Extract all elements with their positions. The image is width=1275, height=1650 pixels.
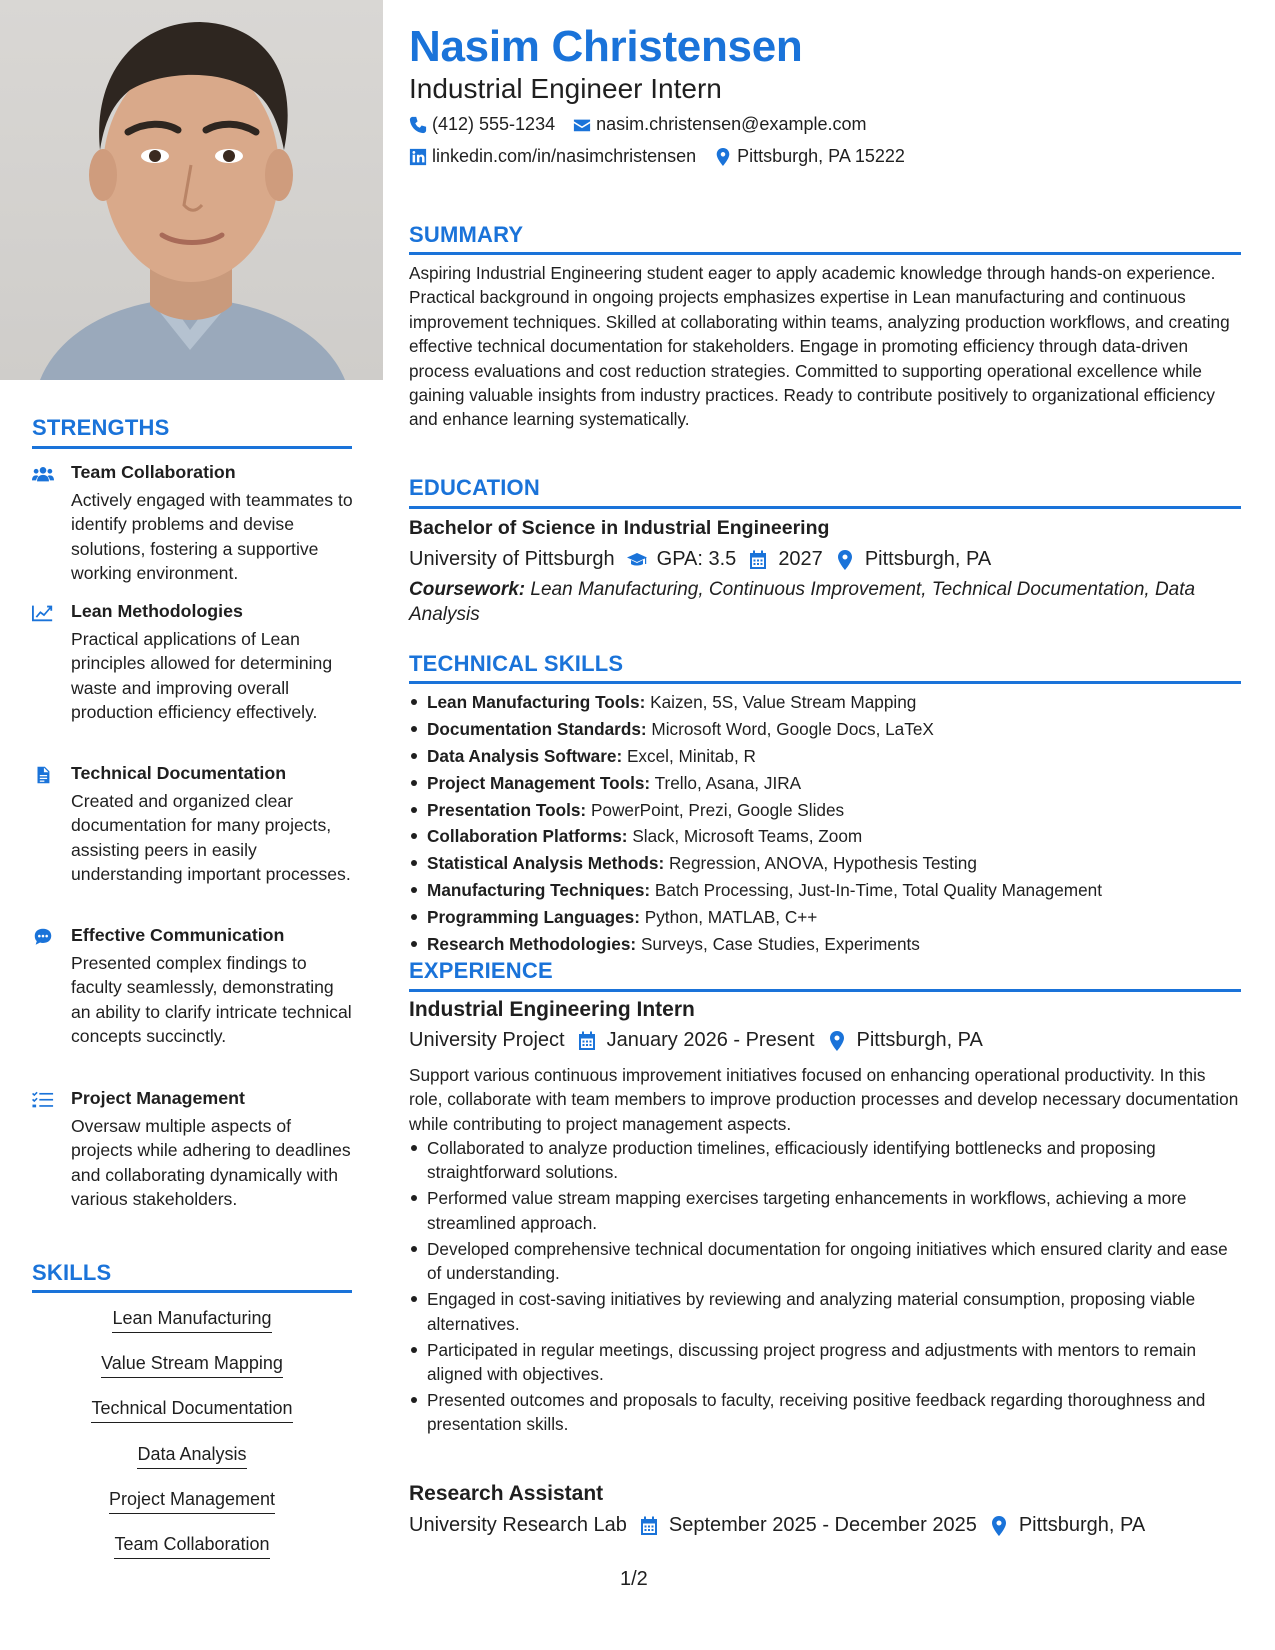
skill-values: Surveys, Case Studies, Experiments: [640, 934, 920, 955]
page-number: 1/2: [620, 1568, 648, 1590]
email-contact[interactable]: [573, 114, 866, 135]
technical-skills-divider: [409, 681, 1241, 684]
list-item: Developed comprehensive technical documentation for ongoing initiatives which ensured clarity and ease of understanding.: [409, 1237, 1241, 1286]
file-icon: [32, 766, 54, 784]
job-bullets: [409, 1136, 1241, 1438]
users-icon: [32, 465, 54, 483]
school-name: University of Pittsburgh: [409, 548, 615, 570]
skill-category: Documentation Standards:: [427, 718, 647, 739]
strength-description: Created and organized clear documentation for many projects, assisting peers in easily understanding important processes.: [71, 791, 351, 885]
location-value: Pittsburgh, PA: [864, 548, 992, 570]
contact-row-1: [409, 114, 884, 135]
organization: [409, 1029, 565, 1052]
linkedin-icon: [409, 148, 427, 166]
education-location: [835, 548, 991, 571]
list-item: Collaborated to analyze production timelines, efficaciously identifying bottlenecks and proposing straightforward solutions.: [409, 1136, 1241, 1185]
skill-values: Regression, ANOVA, Hypothesis Testing: [668, 853, 977, 874]
strength-description: Presented complex findings to faculty seamlessly, demonstrating an ability to clarify intricate technical concepts succinctly.: [71, 953, 352, 1047]
education-meta: [409, 548, 1003, 571]
skill-tag: [32, 1398, 352, 1423]
strengths-heading: STRENGTHS: [32, 415, 170, 440]
list-item: [409, 798, 1241, 825]
map-pin-icon: [714, 148, 732, 166]
skill-label: Value Stream Mapping: [101, 1353, 283, 1378]
graduation-cap-icon: [627, 550, 647, 570]
skills-heading: SKILLS: [32, 1260, 112, 1285]
skill-category: Research Methodologies:: [427, 934, 637, 955]
location-contact: [714, 146, 905, 167]
graduation-year: [748, 548, 823, 571]
strength-description: Oversaw multiple aspects of projects while adhering to deadlines and collaborating dynamically with various stakeholders.: [71, 1116, 351, 1210]
checklist-icon: [32, 1091, 54, 1109]
skill-category: Presentation Tools:: [427, 799, 587, 820]
linkedin-url: linkedin.com/in/nasimchristensen: [432, 146, 697, 166]
list-item: Performed value stream mapping exercises targeting enhancements in workflows, achieving a more streamlined approach.: [409, 1186, 1241, 1235]
job-description: Support various continuous improvement initiatives focused on enhancing operational productivity. In this role, collaborate with team members to improve production processes and develop necessary documentation while contributing to project management aspects.: [409, 1065, 1239, 1134]
skill-values: Excel, Minitab, R: [626, 745, 756, 766]
list-item: [409, 932, 1241, 959]
summary-text: Aspiring Industrial Engineering student eager to apply academic knowledge through hands-on experience. Practical background in ongoing projects emphasizes expertise in Lean manufacturing and continuous improvement techniques. Skilled at collaborating within teams, analyzing production workflows, and creating effective technical documentation for stakeholders. Engage in promoting efficiency through data-driven process evaluations and cost reduction strategies. Committed to supporting operational excellence while gaining valuable insights from industry practices. Ready to contribute positively to organizational efficiency and enhance learning systematically.: [409, 263, 1230, 430]
coursework-list: Lean Manufacturing, Continuous Improvement, Technical Documentation, Data Analysis: [409, 579, 1196, 625]
contact-row-2: [409, 146, 923, 167]
email-address: nasim.christensen@example.com: [596, 114, 867, 134]
skill-values: Microsoft Word, Google Docs, LaTeX: [651, 718, 934, 739]
job-title: Research Assistant: [409, 1482, 604, 1505]
skill-values: Trello, Asana, JIRA: [654, 772, 802, 793]
location-text: Pittsburgh, PA 15222: [737, 146, 905, 166]
map-pin-icon: [835, 550, 855, 570]
skill-tag: [32, 1353, 352, 1378]
strength-title: Effective Communication: [71, 925, 285, 945]
skill-category: Lean Manufacturing Tools:: [427, 692, 646, 712]
calendar-icon: [577, 1031, 597, 1051]
gpa-value: GPA: 3.5: [656, 548, 737, 570]
summary-heading: SUMMARY: [409, 222, 524, 247]
job-dates: [577, 1029, 815, 1052]
envelope-icon: [573, 116, 591, 134]
chat-icon: [32, 928, 54, 946]
phone-contact[interactable]: [409, 114, 555, 135]
skill-category: Statistical Analysis Methods:: [427, 853, 665, 874]
technical-skills-heading: TECHNICAL SKILLS: [409, 651, 624, 676]
skill-category: Data Analysis Software:: [427, 745, 623, 766]
skills-divider: [32, 1290, 352, 1293]
dates-value: September 2025 - December 2025: [668, 1514, 977, 1536]
profile-photo: [0, 0, 383, 380]
portrait-illustration: [0, 0, 383, 380]
organization: [409, 1514, 627, 1537]
list-item: [409, 905, 1241, 932]
technical-skills-list: [409, 690, 1241, 959]
job-dates: [639, 1514, 977, 1537]
phone-icon: [409, 116, 427, 134]
skill-tag: [32, 1489, 352, 1514]
strength-title: Team Collaboration: [71, 462, 236, 482]
school: [409, 548, 615, 571]
linkedin-contact[interactable]: [409, 146, 696, 167]
skill-values: Kaizen, 5S, Value Stream Mapping: [650, 692, 917, 712]
organization-name: University Research Lab: [409, 1514, 627, 1536]
strength-description: Actively engaged with teammates to identify problems and devise solutions, fostering a supportive working environment.: [71, 490, 353, 584]
gpa: [627, 548, 737, 571]
skill-label: Technical Documentation: [91, 1398, 292, 1423]
list-item: [409, 744, 1241, 771]
chart-line-icon: [32, 604, 54, 622]
strength-title: Lean Methodologies: [71, 601, 243, 621]
location-value: Pittsburgh, PA: [1018, 1514, 1146, 1536]
skill-tag: [32, 1444, 352, 1469]
calendar-icon: [748, 550, 768, 570]
coursework: [409, 578, 1209, 627]
skill-category: Programming Languages:: [427, 907, 640, 928]
skill-label: Project Management: [109, 1489, 275, 1514]
degree-title: Bachelor of Science in Industrial Engineering: [409, 517, 830, 539]
job-meta: [409, 1029, 995, 1052]
phone-number: (412) 555-1234: [432, 114, 556, 134]
skill-label: Data Analysis: [137, 1444, 246, 1469]
skill-category: Manufacturing Techniques:: [427, 880, 651, 901]
list-item: [409, 717, 1241, 744]
skill-tag: [32, 1534, 352, 1559]
strength-description: Practical applications of Lean principles allowed for determining waste and improving overall production efficiency effectively.: [71, 629, 333, 723]
strength-title: Technical Documentation: [71, 763, 287, 783]
skill-values: PowerPoint, Prezi, Google Slides: [590, 799, 845, 820]
job-meta: [409, 1514, 1157, 1537]
skill-tag: [32, 1308, 352, 1333]
education-divider: [409, 506, 1241, 509]
list-item: [409, 878, 1241, 905]
map-pin-icon: [989, 1516, 1009, 1536]
list-item: Engaged in cost-saving initiatives by reviewing and analyzing material consumption, proposing viable alternatives.: [409, 1287, 1241, 1336]
job-title: Industrial Engineering Intern: [409, 998, 695, 1021]
list-item: [409, 771, 1241, 798]
skill-values: Python, MATLAB, C++: [644, 907, 818, 928]
organization-name: University Project: [409, 1029, 565, 1051]
strength-title: Project Management: [71, 1088, 245, 1108]
strengths-divider: [32, 446, 352, 449]
list-item: [409, 851, 1241, 878]
skill-category: Project Management Tools:: [427, 772, 651, 793]
list-item: Presented outcomes and proposals to faculty, receiving positive feedback regarding thoroughness and presentation skills.: [409, 1388, 1241, 1437]
job-location: [827, 1029, 983, 1052]
education-heading: EDUCATION: [409, 475, 540, 500]
map-pin-icon: [827, 1031, 847, 1051]
list-item: [409, 690, 1241, 717]
location-value: Pittsburgh, PA: [856, 1029, 983, 1051]
dates-value: January 2026 - Present: [606, 1029, 815, 1051]
candidate-title: Industrial Engineer Intern: [409, 73, 722, 104]
coursework-label: Coursework:: [409, 579, 526, 600]
skill-category: Collaboration Platforms:: [427, 826, 628, 847]
skill-label: Lean Manufacturing: [112, 1308, 271, 1333]
skill-values: Batch Processing, Just-In-Time, Total Quality Management: [654, 880, 1102, 901]
experience-heading: EXPERIENCE: [409, 958, 553, 983]
skill-label: Team Collaboration: [114, 1534, 269, 1559]
list-item: Participated in regular meetings, discussing project progress and adjustments with mentors to remain aligned with objectives.: [409, 1338, 1241, 1387]
year-value: 2027: [778, 548, 823, 570]
job-location: [989, 1514, 1145, 1537]
skill-values: Slack, Microsoft Teams, Zoom: [632, 826, 863, 847]
experience-divider: [409, 989, 1241, 992]
summary-divider: [409, 252, 1241, 255]
calendar-icon: [639, 1516, 659, 1536]
candidate-name: Nasim Christensen: [409, 22, 803, 71]
list-item: [409, 824, 1241, 851]
